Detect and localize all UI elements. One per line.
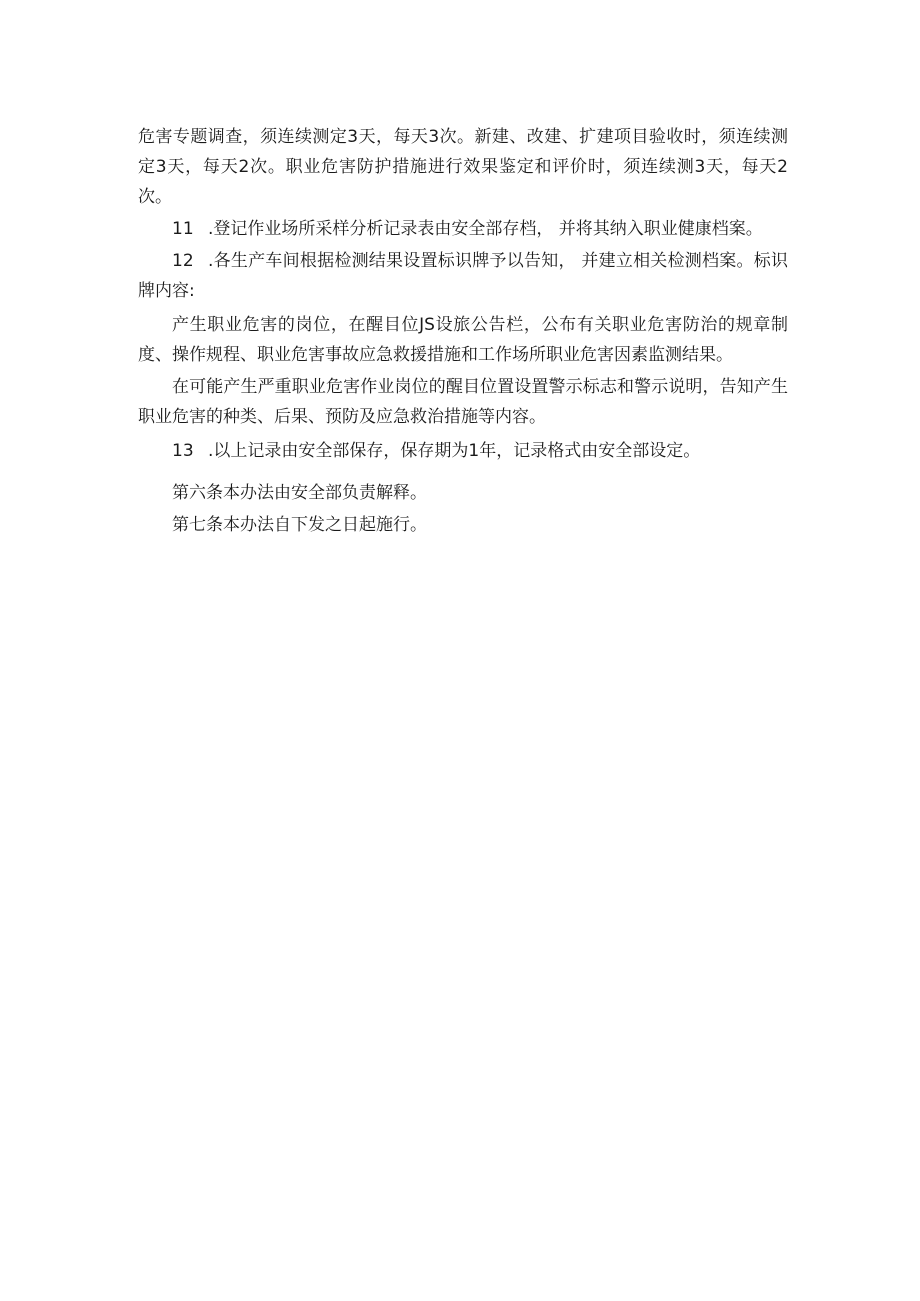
item-text: .以上记录由安全部保存，保存期为1年，记录格式由安全部设定。	[208, 441, 701, 461]
item-number: 11	[172, 219, 194, 239]
paragraph-item-13	[138, 436, 788, 466]
document-page	[138, 122, 788, 540]
paragraph-warning-signs: 在可能产生严重职业危害作业岗位的醒目位置设置警示标志和警示说明，告知产生职业危害的种类、后果、预防及应急救治措施等内容。	[138, 377, 788, 427]
article-six: 第六条本办法由安全部负责解释。	[172, 483, 427, 503]
paragraph-item-12	[138, 246, 788, 306]
paragraph-survey-frequency: 危害专题调查，须连续测定3天，每天3次。新建、改建、扩建项目验收时，须连续测定3天，每天2次。职业危害防护措施进行效果鉴定和评价时，须连续测3天，每天2次。	[138, 127, 788, 207]
paragraph-item-11	[138, 214, 788, 244]
item-text: .登记作业场所采样分析记录表由安全部存档， 并将其纳入职业健康档案。	[208, 219, 763, 239]
item-text: .各生产车间根据检测结果设置标识牌予以告知， 并建立相关检测档案。标识牌内容:	[138, 251, 788, 301]
item-number: 13	[172, 441, 194, 461]
item-number: 12	[172, 251, 194, 271]
paragraph-hazard-posts: 产生职业危害的岗位，在醒目位JS设旅公告栏，公布有关职业危害防治的规章制度、操作规程、职业危害事故应急救援措施和工作场所职业危害因素监测结果。	[138, 315, 788, 365]
article-seven: 第七条本办法自下发之日起施行。	[172, 515, 427, 535]
